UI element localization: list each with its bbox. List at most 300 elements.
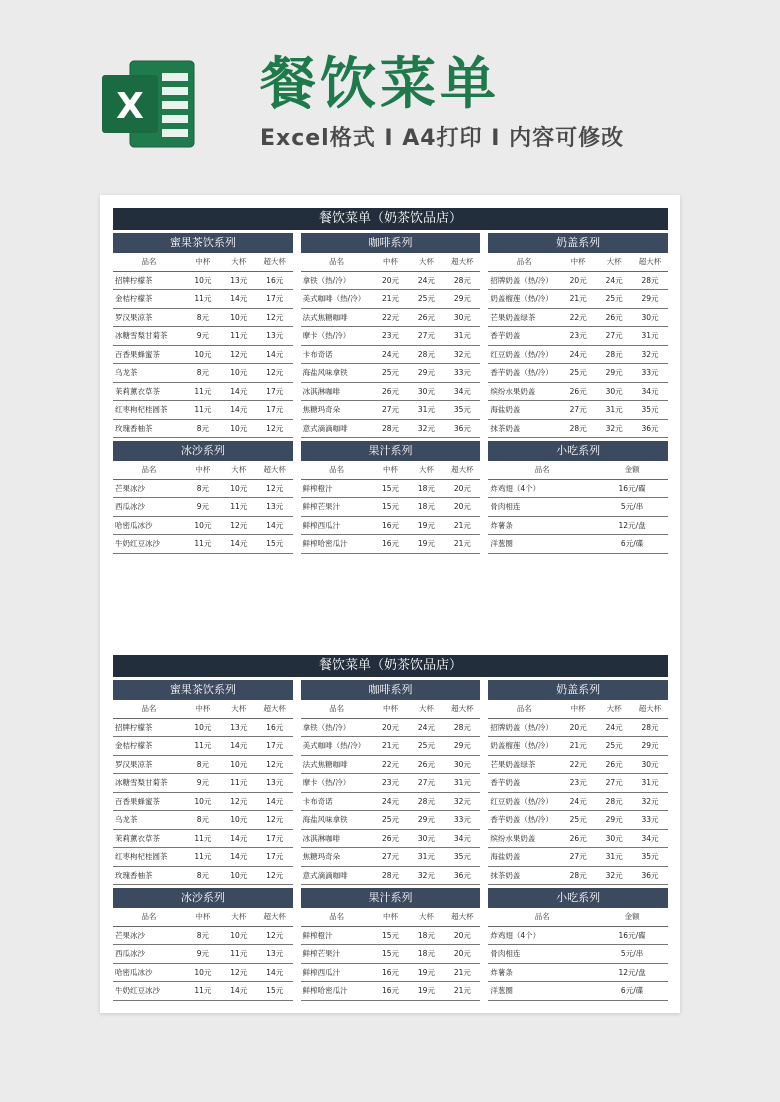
item-price: 27元 [560,848,596,867]
item-price: 33元 [444,811,480,830]
item-price: 12元 [221,963,257,982]
item-price: 23元 [373,774,409,793]
item-price: 15元 [373,479,409,498]
column-header: 大杯 [408,253,444,271]
section-juice [301,885,481,1001]
item-price: 29元 [444,737,480,756]
table-row [113,345,293,364]
item-price: 11元 [221,498,257,517]
table-row [113,535,293,554]
item-price: 14元 [221,382,257,401]
table-row [301,516,481,535]
item-price: 32元 [408,419,444,438]
item-price: 30元 [444,755,480,774]
section-smoothie [113,885,293,1001]
item-price: 27元 [560,401,596,420]
item-name: 炸鸡翅（4个） [488,926,596,945]
table-header-row [113,253,293,271]
item-price: 14元 [257,963,293,982]
item-price: 9元 [185,327,221,346]
table-row [301,271,481,290]
item-name: 西瓜冰沙 [113,498,185,517]
item-price: 30元 [632,308,668,327]
item-name: 百香果蜂蜜茶 [113,345,185,364]
item-price: 32元 [596,866,632,885]
item-name: 百香果蜂蜜茶 [113,792,185,811]
table-row [113,498,293,517]
column-header: 品名 [301,700,373,718]
column-header: 大杯 [221,461,257,479]
item-price: 19元 [408,963,444,982]
price-table [488,461,668,554]
item-name: 卡布奇诺 [301,345,373,364]
column-header: 大杯 [221,253,257,271]
item-price: 5元/串 [596,945,668,964]
item-name: 奶盖榴莲（热/冷） [488,290,560,309]
item-price: 12元 [257,811,293,830]
item-price: 12元 [257,364,293,383]
item-price: 15元 [257,982,293,1001]
item-price: 32元 [596,419,632,438]
item-price: 22元 [560,755,596,774]
item-price: 16元 [257,718,293,737]
column-header: 中杯 [373,253,409,271]
item-name: 香芋奶盖 [488,327,560,346]
item-price: 26元 [408,755,444,774]
item-name: 意式滴滴咖啡 [301,419,373,438]
item-price: 30元 [596,382,632,401]
column-header: 超大杯 [632,253,668,271]
section-fruit-tea [113,230,293,438]
section-title: 果汁系列 [301,441,481,461]
item-name: 红枣枸杞桂圆茶 [113,401,185,420]
item-name: 芒果奶盖绿茶 [488,308,560,327]
item-name: 拿铁（热/冷） [301,271,373,290]
item-price: 31元 [444,327,480,346]
table-row [488,327,668,346]
item-price: 32元 [632,792,668,811]
item-price: 27元 [373,848,409,867]
table-row [301,401,481,420]
item-price: 27元 [408,774,444,793]
item-price: 30元 [408,382,444,401]
column-header: 品名 [488,908,596,926]
table-row [113,848,293,867]
table-row [301,945,481,964]
column-header: 金额 [596,908,668,926]
table-header-row [301,908,481,926]
item-price: 25元 [560,811,596,830]
item-price: 27元 [408,327,444,346]
column-header: 超大杯 [257,700,293,718]
menu-title: 餐饮菜单（奶茶饮品店） [113,208,668,230]
item-price: 23元 [560,327,596,346]
item-price: 15元 [257,535,293,554]
table-row [301,866,481,885]
item-price: 31元 [596,401,632,420]
item-price: 28元 [596,792,632,811]
table-row [301,926,481,945]
item-name: 骨肉相连 [488,498,596,517]
item-name: 鲜榨橙汁 [301,479,373,498]
section-title: 咖啡系列 [301,233,481,253]
table-row [113,382,293,401]
column-header: 大杯 [408,461,444,479]
table-row [301,982,481,1001]
item-price: 8元 [185,811,221,830]
item-name: 洋葱圈 [488,535,596,554]
table-row [113,364,293,383]
table-header-row [488,700,668,718]
item-price: 28元 [560,866,596,885]
item-price: 31元 [408,401,444,420]
table-row [113,737,293,756]
item-price: 14元 [221,848,257,867]
item-price: 24元 [373,792,409,811]
item-name: 玫瑰香柚茶 [113,419,185,438]
item-price: 11元 [185,829,221,848]
item-price: 12元 [257,308,293,327]
item-price: 19元 [408,516,444,535]
item-price: 8元 [185,479,221,498]
table-row [488,963,668,982]
table-row [488,982,668,1001]
column-header: 超大杯 [444,461,480,479]
item-name: 鲜榨哈密瓜汁 [301,535,373,554]
item-price: 28元 [596,345,632,364]
item-price: 6元/碟 [596,535,668,554]
item-price: 35元 [444,848,480,867]
price-table [113,700,293,885]
item-price: 33元 [444,364,480,383]
item-price: 14元 [221,737,257,756]
price-table [301,461,481,554]
item-price: 36元 [632,419,668,438]
table-row [113,963,293,982]
item-price: 30元 [444,308,480,327]
item-price: 35元 [632,848,668,867]
table-row [488,345,668,364]
item-price: 10元 [221,755,257,774]
item-price: 20元 [444,479,480,498]
column-header: 品名 [301,908,373,926]
item-price: 28元 [560,419,596,438]
table-header-row [113,908,293,926]
section-title: 奶盖系列 [488,233,668,253]
item-name: 招牌柠檬茶 [113,271,185,290]
item-price: 12元 [257,926,293,945]
table-row [488,926,668,945]
item-price: 31元 [408,848,444,867]
item-price: 10元 [221,308,257,327]
item-price: 32元 [408,866,444,885]
table-row [488,829,668,848]
item-price: 17元 [257,290,293,309]
item-price: 10元 [221,811,257,830]
table-header-row [301,700,481,718]
item-name: 拿铁（热/冷） [301,718,373,737]
item-price: 12元 [257,479,293,498]
section-title: 冰沙系列 [113,441,293,461]
item-name: 炸薯条 [488,516,596,535]
item-name: 冰淇淋咖啡 [301,382,373,401]
item-name: 冰糖雪梨甘菊茶 [113,774,185,793]
column-header: 品名 [488,461,596,479]
item-price: 21元 [560,290,596,309]
table-header-row [488,253,668,271]
item-price: 27元 [596,327,632,346]
item-price: 20元 [444,945,480,964]
table-row [301,345,481,364]
item-price: 12元 [221,345,257,364]
item-name: 牛奶红豆冰沙 [113,535,185,554]
item-name: 红豆奶盖（热/冷） [488,345,560,364]
section-title: 果汁系列 [301,888,481,908]
price-table [113,461,293,554]
table-row [301,308,481,327]
table-header-row [113,700,293,718]
table-row [113,290,293,309]
item-price: 11元 [185,401,221,420]
column-header: 中杯 [185,461,221,479]
item-price: 36元 [444,866,480,885]
item-price: 13元 [221,271,257,290]
item-price: 14元 [257,792,293,811]
item-price: 14元 [257,345,293,364]
table-row [488,848,668,867]
item-price: 19元 [408,535,444,554]
item-price: 35元 [632,401,668,420]
item-price: 14元 [221,290,257,309]
column-header: 大杯 [221,908,257,926]
item-price: 21元 [560,737,596,756]
section-smoothie [113,438,293,554]
table-row [113,982,293,1001]
item-price: 14元 [221,535,257,554]
table-row [113,755,293,774]
menu-title: 餐饮菜单（奶茶饮品店） [113,655,668,677]
item-price: 20元 [444,926,480,945]
item-price: 12元/盘 [596,963,668,982]
item-price: 29元 [444,290,480,309]
item-price: 27元 [596,774,632,793]
item-price: 16元 [373,516,409,535]
item-price: 23元 [560,774,596,793]
item-price: 31元 [596,848,632,867]
item-price: 9元 [185,498,221,517]
item-name: 红枣枸杞桂圆茶 [113,848,185,867]
item-price: 12元 [257,419,293,438]
table-row [301,382,481,401]
table-row [113,829,293,848]
table-row [488,718,668,737]
item-price: 11元 [185,737,221,756]
item-name: 芒果冰沙 [113,479,185,498]
item-price: 26元 [373,382,409,401]
item-price: 29元 [408,811,444,830]
column-header: 品名 [301,253,373,271]
item-name: 招牌柠檬茶 [113,718,185,737]
item-price: 12元 [221,792,257,811]
table-header-row [301,253,481,271]
item-name: 鲜榨哈密瓜汁 [301,982,373,1001]
item-price: 28元 [373,419,409,438]
table-header-row [301,461,481,479]
item-price: 10元 [185,271,221,290]
item-name: 乌龙茶 [113,811,185,830]
item-price: 24元 [560,792,596,811]
item-price: 16元 [373,963,409,982]
section-milk-cap [488,230,668,438]
item-price: 25元 [596,290,632,309]
item-price: 15元 [373,926,409,945]
table-row [301,755,481,774]
column-header: 中杯 [373,908,409,926]
item-name: 芒果冰沙 [113,926,185,945]
item-name: 鲜榨芒果汁 [301,945,373,964]
item-price: 9元 [185,945,221,964]
table-row [488,498,668,517]
section-title: 蜜果茶饮系列 [113,233,293,253]
item-price: 17元 [257,848,293,867]
section-snacks [488,885,668,1001]
table-header-row [488,461,668,479]
column-header: 品名 [488,253,560,271]
item-price: 28元 [408,792,444,811]
table-row [488,290,668,309]
item-price: 29元 [632,290,668,309]
item-price: 11元 [185,848,221,867]
table-row [301,774,481,793]
item-name: 炸薯条 [488,963,596,982]
item-name: 法式焦糖咖啡 [301,755,373,774]
item-price: 15元 [373,945,409,964]
item-price: 21元 [373,737,409,756]
item-price: 25元 [373,811,409,830]
item-price: 24元 [408,718,444,737]
item-price: 20元 [373,718,409,737]
column-header: 超大杯 [257,908,293,926]
item-price: 8元 [185,364,221,383]
item-name: 香芋奶盖 [488,774,560,793]
section-title: 小吃系列 [488,888,668,908]
item-name: 缤纷水果奶盖 [488,829,560,848]
item-price: 5元/串 [596,498,668,517]
item-price: 28元 [373,866,409,885]
item-price: 36元 [444,419,480,438]
item-name: 玫瑰香柚茶 [113,866,185,885]
item-price: 13元 [257,774,293,793]
column-header: 超大杯 [444,908,480,926]
table-row [488,271,668,290]
logo-letter: X [116,86,144,127]
item-name: 骨肉相连 [488,945,596,964]
item-price: 25元 [560,364,596,383]
item-price: 10元 [221,479,257,498]
item-name: 哈密瓜冰沙 [113,963,185,982]
item-name: 缤纷水果奶盖 [488,382,560,401]
item-price: 30元 [632,755,668,774]
table-row [301,364,481,383]
item-price: 35元 [444,401,480,420]
item-price: 18元 [408,479,444,498]
table-row [488,479,668,498]
table-row [301,737,481,756]
item-price: 18元 [408,945,444,964]
table-row [113,718,293,737]
item-price: 10元 [185,792,221,811]
item-price: 24元 [596,718,632,737]
table-row [301,535,481,554]
item-name: 香芋奶盖（热/冷） [488,364,560,383]
item-price: 23元 [373,327,409,346]
item-price: 22元 [560,308,596,327]
section-title: 冰沙系列 [113,888,293,908]
item-price: 31元 [632,327,668,346]
column-header: 品名 [113,908,185,926]
item-name: 招牌奶盖（热/冷） [488,718,560,737]
table-row [113,308,293,327]
item-price: 34元 [444,382,480,401]
item-name: 美式咖啡（热/冷） [301,290,373,309]
item-price: 18元 [408,498,444,517]
price-table [488,253,668,438]
item-price: 17元 [257,401,293,420]
item-price: 13元 [257,945,293,964]
item-price: 19元 [408,982,444,1001]
item-price: 12元/盘 [596,516,668,535]
column-header: 中杯 [373,700,409,718]
item-price: 14元 [221,829,257,848]
item-name: 海盐风味拿铁 [301,811,373,830]
table-row [488,535,668,554]
table-row [488,516,668,535]
table-row [113,811,293,830]
column-header: 品名 [488,700,560,718]
section-title: 咖啡系列 [301,680,481,700]
item-price: 33元 [632,811,668,830]
column-header: 超大杯 [257,253,293,271]
item-name: 招牌奶盖（热/冷） [488,271,560,290]
column-header: 大杯 [221,700,257,718]
item-price: 28元 [408,345,444,364]
table-row [113,516,293,535]
item-price: 33元 [632,364,668,383]
item-price: 12元 [221,516,257,535]
table-row [488,308,668,327]
item-name: 意式滴滴咖啡 [301,866,373,885]
table-row [301,829,481,848]
column-header: 超大杯 [444,700,480,718]
column-header: 大杯 [408,700,444,718]
column-header: 大杯 [596,253,632,271]
table-row [113,271,293,290]
table-row [488,382,668,401]
item-price: 20元 [373,271,409,290]
section-milk-cap [488,677,668,885]
column-header: 品名 [301,461,373,479]
item-price: 29元 [408,364,444,383]
item-price: 14元 [221,401,257,420]
item-price: 16元 [373,982,409,1001]
table-row [301,718,481,737]
price-table [488,700,668,885]
item-name: 焦糖玛奇朵 [301,848,373,867]
table-row [488,774,668,793]
section-coffee [301,677,481,885]
item-price: 12元 [257,755,293,774]
item-name: 摩卡（热/冷） [301,774,373,793]
